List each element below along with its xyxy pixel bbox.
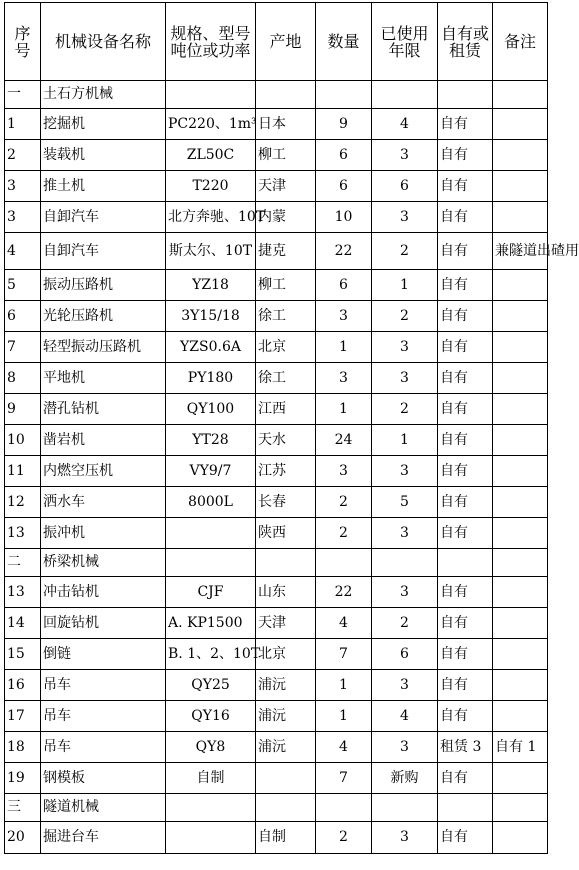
row-ownership: 自有 [438, 763, 493, 794]
row-spec: 北方奔驰、10T [166, 202, 256, 233]
row-years-used [372, 794, 438, 822]
row-spec: VY9/7 [166, 456, 256, 487]
table-row [5, 270, 548, 301]
row-equipment-name: 回旋钻机 [41, 608, 166, 639]
row-years-used: 3 [372, 822, 438, 854]
row-remarks [493, 518, 548, 549]
row-spec [166, 549, 256, 577]
row-remarks [493, 822, 548, 854]
row-years-used: 4 [372, 701, 438, 732]
row-ownership: 自有 [438, 332, 493, 363]
row-origin: 徐工 [256, 363, 316, 394]
table-row [5, 577, 548, 608]
row-years-used: 1 [372, 425, 438, 456]
row-origin: 徐工 [256, 301, 316, 332]
row-origin: 浦沅 [256, 732, 316, 763]
row-index: 14 [5, 608, 41, 639]
table-row [5, 456, 548, 487]
row-ownership: 自有 [438, 670, 493, 701]
row-ownership: 租赁 3 [438, 732, 493, 763]
row-index: 10 [5, 425, 41, 456]
row-remarks [493, 171, 548, 202]
row-equipment-name: 自卸汽车 [41, 233, 166, 270]
row-quantity [316, 794, 372, 822]
row-index: 3 [5, 171, 41, 202]
row-equipment-name: 吊车 [41, 701, 166, 732]
row-quantity: 2 [316, 822, 372, 854]
table-row [5, 202, 548, 233]
row-origin: 北京 [256, 639, 316, 670]
row-origin: 长春 [256, 487, 316, 518]
row-origin: 天水 [256, 425, 316, 456]
row-index: 4 [5, 233, 41, 270]
row-ownership: 自有 [438, 425, 493, 456]
table-row [5, 763, 548, 794]
row-remarks [493, 670, 548, 701]
row-spec: A. KP1500 [166, 608, 256, 639]
row-equipment-name: 倒链 [41, 639, 166, 670]
row-remarks [493, 394, 548, 425]
row-index: 13 [5, 577, 41, 608]
row-years-used: 4 [372, 109, 438, 140]
row-spec: QY25 [166, 670, 256, 701]
row-origin: 柳工 [256, 140, 316, 171]
row-quantity: 2 [316, 487, 372, 518]
row-ownership [438, 81, 493, 109]
row-origin: 北京 [256, 332, 316, 363]
row-index: 20 [5, 822, 41, 854]
equipment-table [4, 2, 579, 854]
table-row [5, 363, 548, 394]
row-ownership: 自有 [438, 394, 493, 425]
row-quantity: 9 [316, 109, 372, 140]
row-quantity: 22 [316, 233, 372, 270]
row-spec [166, 794, 256, 822]
row-years-used: 2 [372, 394, 438, 425]
table-row [5, 425, 548, 456]
row-years-used: 1 [372, 270, 438, 301]
row-index: 6 [5, 301, 41, 332]
header-row [5, 3, 548, 81]
row-quantity: 24 [316, 425, 372, 456]
row-origin: 江西 [256, 394, 316, 425]
row-index: 5 [5, 270, 41, 301]
row-remarks [493, 140, 548, 171]
row-quantity: 7 [316, 763, 372, 794]
header-owned-or-leased: 自有或租赁 [438, 3, 493, 81]
row-equipment-name: 吊车 [41, 670, 166, 701]
row-equipment-name: 吊车 [41, 732, 166, 763]
table-row [5, 608, 548, 639]
row-ownership: 自有 [438, 233, 493, 270]
row-ownership: 自有 [438, 487, 493, 518]
row-origin: 山东 [256, 577, 316, 608]
row-quantity: 6 [316, 140, 372, 171]
row-ownership: 自有 [438, 171, 493, 202]
row-equipment-name: 光轮压路机 [41, 301, 166, 332]
row-index: 15 [5, 639, 41, 670]
row-remarks [493, 332, 548, 363]
row-remarks [493, 549, 548, 577]
row-origin: 浦沅 [256, 670, 316, 701]
row-index: 1 [5, 109, 41, 140]
row-quantity: 3 [316, 363, 372, 394]
row-origin: 柳工 [256, 270, 316, 301]
row-ownership: 自有 [438, 109, 493, 140]
row-spec: QY8 [166, 732, 256, 763]
row-spec: QY100 [166, 394, 256, 425]
table-row [5, 301, 548, 332]
row-equipment-name: 掘进台车 [41, 822, 166, 854]
row-years-used [372, 549, 438, 577]
row-equipment-name: 隧道机械 [41, 794, 166, 822]
row-ownership: 自有 [438, 363, 493, 394]
row-years-used: 3 [372, 332, 438, 363]
row-years-used: 6 [372, 639, 438, 670]
row-index: 12 [5, 487, 41, 518]
table-row [5, 518, 548, 549]
row-origin [256, 81, 316, 109]
row-years-used: 6 [372, 171, 438, 202]
row-ownership: 自有 [438, 639, 493, 670]
row-ownership: 自有 [438, 577, 493, 608]
row-origin: 天津 [256, 171, 316, 202]
row-years-used: 2 [372, 608, 438, 639]
row-spec: B. 1、2、10T [166, 639, 256, 670]
row-spec: 斯太尔、10T [166, 233, 256, 270]
row-index: 11 [5, 456, 41, 487]
header-years-used: 已使用年限 [372, 3, 438, 81]
row-quantity: 1 [316, 394, 372, 425]
header-equipment-name: 机械设备名称 [41, 3, 166, 81]
row-equipment-name: 桥梁机械 [41, 549, 166, 577]
row-spec: YZS0.6A [166, 332, 256, 363]
row-years-used: 3 [372, 456, 438, 487]
row-quantity: 1 [316, 332, 372, 363]
row-remarks [493, 763, 548, 794]
row-spec: 自制 [166, 763, 256, 794]
header-origin: 产地 [256, 3, 316, 81]
row-remarks [493, 794, 548, 822]
row-years-used [372, 81, 438, 109]
row-index: 18 [5, 732, 41, 763]
row-remarks [493, 425, 548, 456]
table-row [5, 639, 548, 670]
table-row [5, 732, 548, 763]
row-origin: 天津 [256, 608, 316, 639]
row-index: 二 [5, 549, 41, 577]
table-row [5, 140, 548, 171]
row-remarks [493, 487, 548, 518]
row-quantity: 3 [316, 301, 372, 332]
table-row [5, 701, 548, 732]
row-remarks [493, 608, 548, 639]
header-quantity: 数量 [316, 3, 372, 81]
row-equipment-name: 洒水车 [41, 487, 166, 518]
row-spec [166, 822, 256, 854]
table-row [5, 670, 548, 701]
row-quantity: 6 [316, 270, 372, 301]
row-years-used: 3 [372, 363, 438, 394]
table-row [5, 794, 548, 822]
row-equipment-name: 振冲机 [41, 518, 166, 549]
row-remarks [493, 301, 548, 332]
row-spec: ZL50C [166, 140, 256, 171]
row-quantity: 7 [316, 639, 372, 670]
row-quantity: 4 [316, 608, 372, 639]
row-spec: T220 [166, 171, 256, 202]
header-spec: 规格、型号吨位或功率 [166, 3, 256, 81]
header-index: 序号 [5, 3, 41, 81]
row-index: 三 [5, 794, 41, 822]
row-spec [166, 81, 256, 109]
row-quantity: 10 [316, 202, 372, 233]
row-remarks [493, 577, 548, 608]
row-equipment-name: 装载机 [41, 140, 166, 171]
row-spec: 3Y15/18 [166, 301, 256, 332]
row-spec: PY180 [166, 363, 256, 394]
row-quantity: 1 [316, 670, 372, 701]
table-row [5, 822, 548, 854]
row-origin: 江苏 [256, 456, 316, 487]
row-ownership: 自有 [438, 456, 493, 487]
row-quantity [316, 549, 372, 577]
row-ownership: 自有 [438, 608, 493, 639]
row-remarks [493, 270, 548, 301]
table-row [5, 549, 548, 577]
row-quantity: 1 [316, 701, 372, 732]
row-ownership [438, 794, 493, 822]
row-index: 13 [5, 518, 41, 549]
row-quantity: 2 [316, 518, 372, 549]
table-row [5, 233, 548, 270]
row-ownership: 自有 [438, 301, 493, 332]
header-remarks: 备注 [493, 3, 548, 81]
row-index: 17 [5, 701, 41, 732]
table-row [5, 487, 548, 518]
row-ownership: 自有 [438, 140, 493, 171]
row-ownership [438, 549, 493, 577]
row-origin: 陕西 [256, 518, 316, 549]
row-remarks: 自有 1 [493, 732, 548, 763]
row-ownership: 自有 [438, 822, 493, 854]
row-origin [256, 763, 316, 794]
row-spec: YT28 [166, 425, 256, 456]
row-equipment-name: 潜孔钻机 [41, 394, 166, 425]
row-years-used: 3 [372, 140, 438, 171]
table-row [5, 332, 548, 363]
row-remarks [493, 701, 548, 732]
row-spec: YZ18 [166, 270, 256, 301]
table-row [5, 394, 548, 425]
row-quantity [316, 81, 372, 109]
row-years-used: 3 [372, 202, 438, 233]
row-index: 16 [5, 670, 41, 701]
row-years-used: 5 [372, 487, 438, 518]
row-years-used: 2 [372, 233, 438, 270]
row-origin: 浦沅 [256, 701, 316, 732]
row-origin: 捷克 [256, 233, 316, 270]
row-origin [256, 794, 316, 822]
row-remarks [493, 202, 548, 233]
row-years-used: 2 [372, 301, 438, 332]
row-index: 一 [5, 81, 41, 109]
row-equipment-name: 冲击钻机 [41, 577, 166, 608]
row-equipment-name: 凿岩机 [41, 425, 166, 456]
row-ownership: 自有 [438, 202, 493, 233]
table-row [5, 81, 548, 109]
row-quantity: 22 [316, 577, 372, 608]
row-years-used: 3 [372, 670, 438, 701]
row-spec: PC220、1m³ [166, 109, 256, 140]
row-equipment-name: 平地机 [41, 363, 166, 394]
row-index: 7 [5, 332, 41, 363]
row-spec: CJF [166, 577, 256, 608]
row-equipment-name: 自卸汽车 [41, 202, 166, 233]
row-equipment-name: 钢模板 [41, 763, 166, 794]
row-quantity: 3 [316, 456, 372, 487]
row-years-used: 3 [372, 577, 438, 608]
row-spec: 8000L [166, 487, 256, 518]
row-index: 8 [5, 363, 41, 394]
row-quantity: 6 [316, 171, 372, 202]
row-index: 19 [5, 763, 41, 794]
row-remarks: 兼隧道出碴用 [493, 233, 548, 270]
row-index: 2 [5, 140, 41, 171]
table-row [5, 171, 548, 202]
row-remarks [493, 363, 548, 394]
row-quantity: 4 [316, 732, 372, 763]
row-equipment-name: 内燃空压机 [41, 456, 166, 487]
row-spec [166, 518, 256, 549]
row-index: 9 [5, 394, 41, 425]
row-remarks [493, 81, 548, 109]
row-years-used: 新购 [372, 763, 438, 794]
row-ownership: 自有 [438, 518, 493, 549]
row-equipment-name: 挖掘机 [41, 109, 166, 140]
row-remarks [493, 109, 548, 140]
row-origin: 日本 [256, 109, 316, 140]
row-ownership: 自有 [438, 701, 493, 732]
row-ownership: 自有 [438, 270, 493, 301]
row-origin: 内蒙 [256, 202, 316, 233]
row-origin: 自制 [256, 822, 316, 854]
row-equipment-name: 推土机 [41, 171, 166, 202]
row-equipment-name: 振动压路机 [41, 270, 166, 301]
row-remarks [493, 456, 548, 487]
row-spec: QY16 [166, 701, 256, 732]
row-equipment-name: 土石方机械 [41, 81, 166, 109]
row-index: 3 [5, 202, 41, 233]
table-row [5, 109, 548, 140]
row-origin [256, 549, 316, 577]
row-remarks [493, 639, 548, 670]
row-years-used: 3 [372, 518, 438, 549]
row-equipment-name: 轻型振动压路机 [41, 332, 166, 363]
row-years-used: 3 [372, 732, 438, 763]
